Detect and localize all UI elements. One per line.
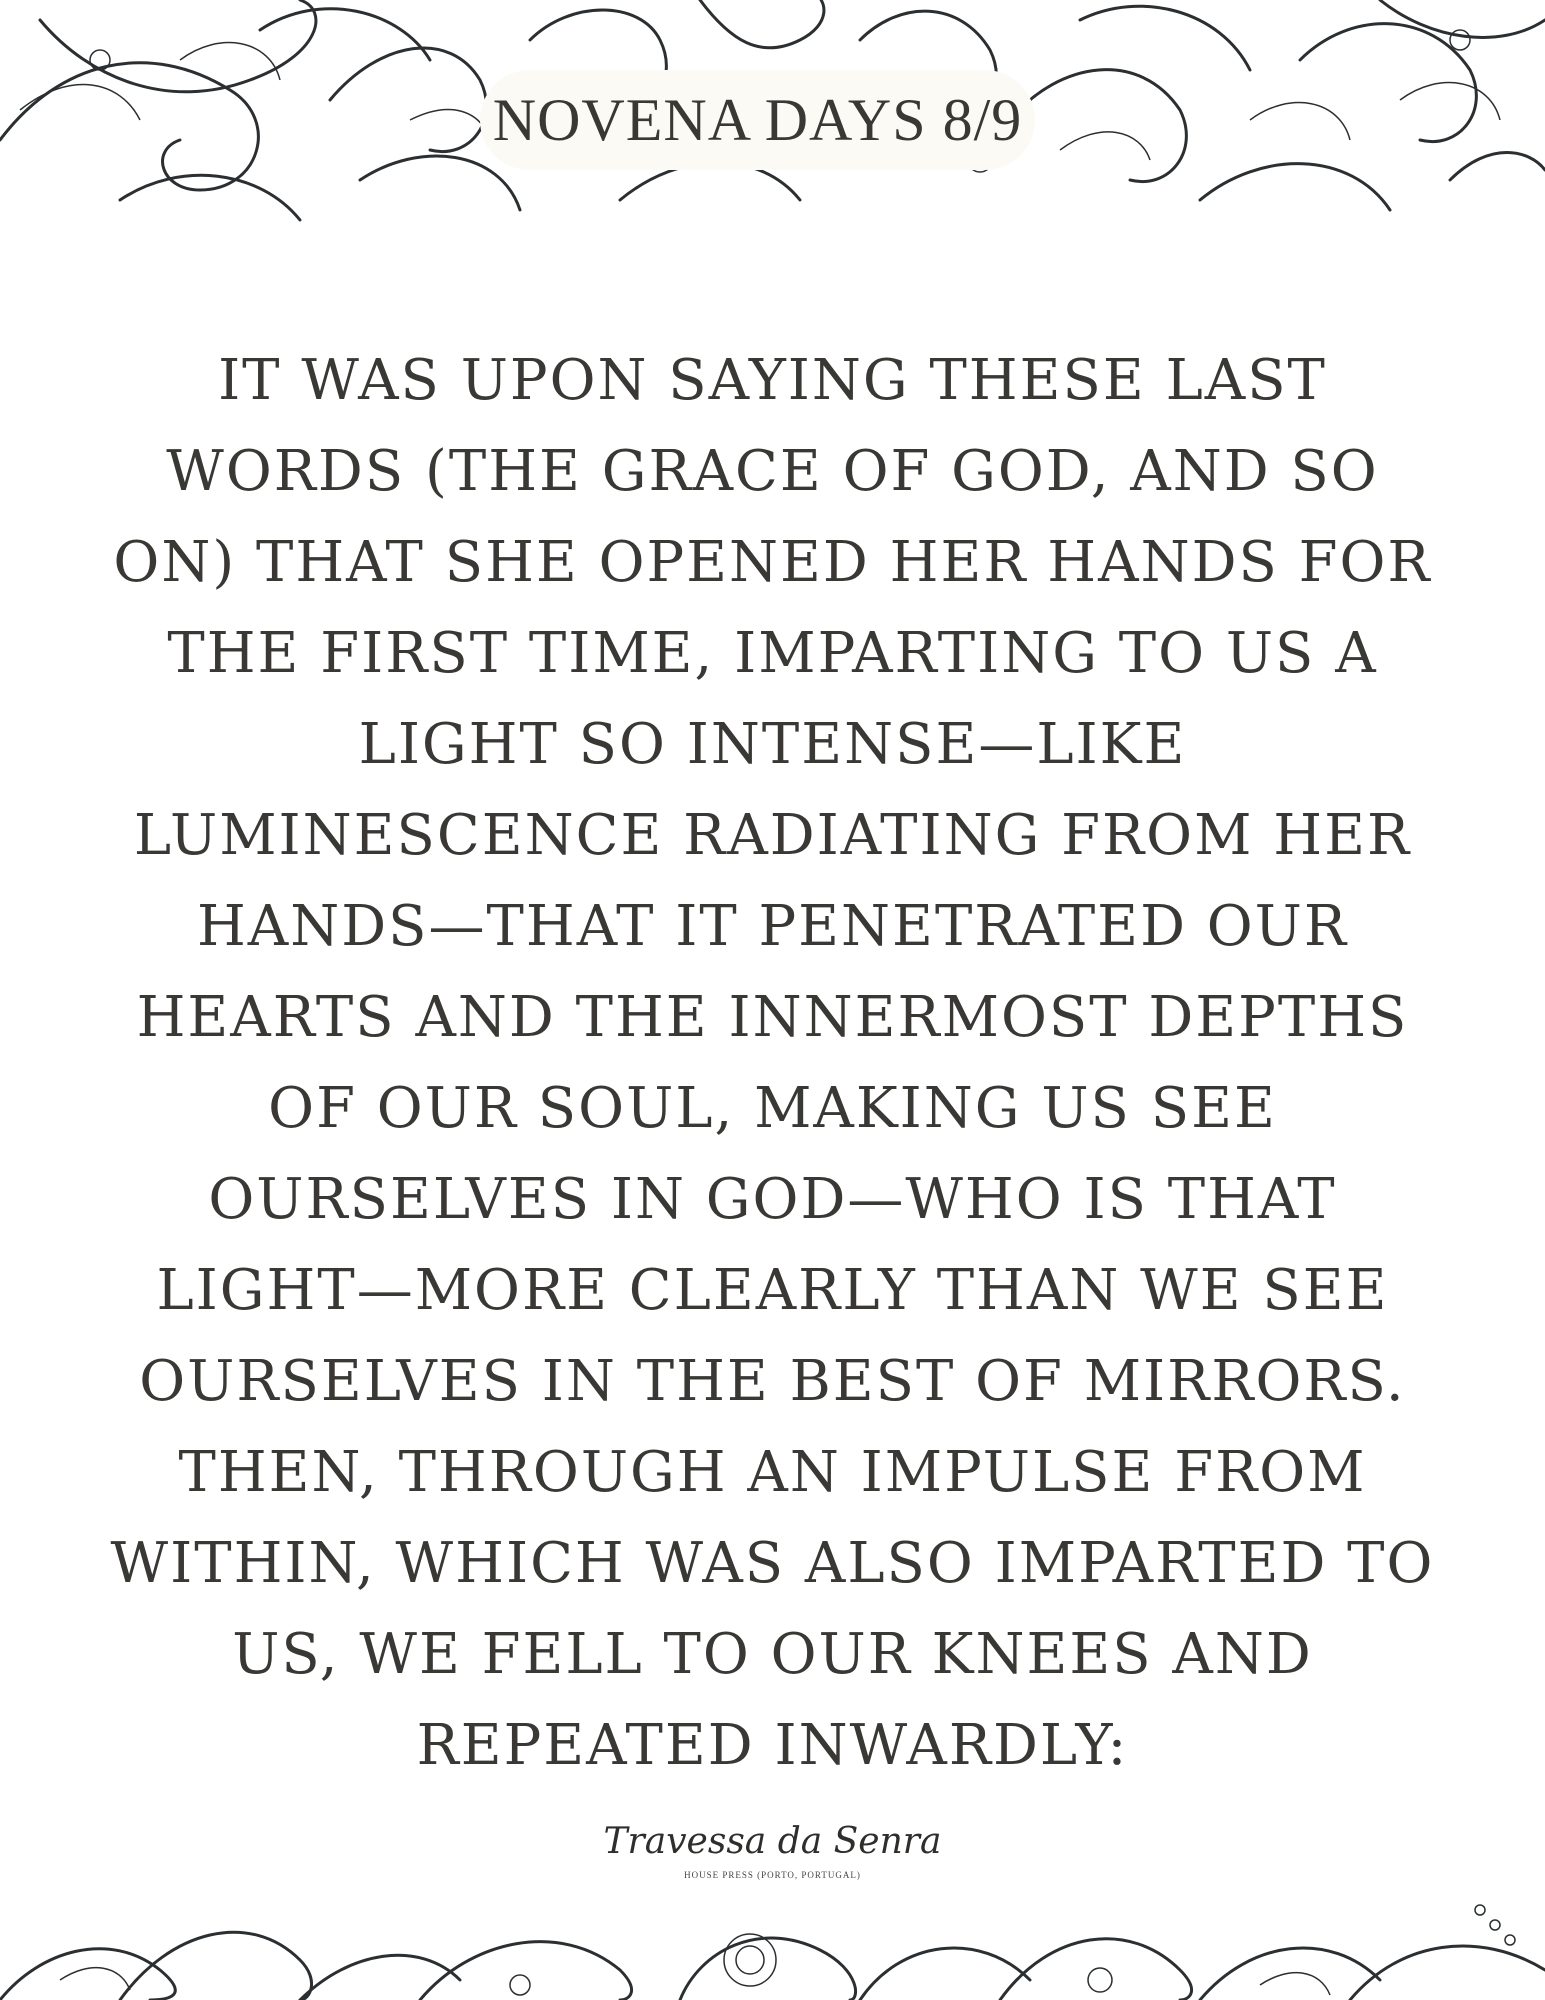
- novena-passage: IT WAS UPON SAYING THESE LAST WORDS (THE GRACE OF GOD, AND SO ON) THAT SHE OPENED HER HANDS FOR THE FIRST TIME, IMPARTING TO US A LIGHT SO INTENSE—LIKE LUMINESCENCE RADIATING FROM HER HANDS—THAT IT PENETRATED OUR HEARTS AND THE INNERMOST DEPTHS OF OUR SOUL, MAKING US SEE OURSELVES IN GOD—WHO IS THAT LIGHT—MORE CLEARLY THAN WE SEE OURSELVES IN THE BEST OF MIRRORS. THEN, THROUGH AN IMPULSE FROM WITHIN, WHICH WAS ALSO IMPARTED TO US, WE FELL TO OUR KNEES AND REPEATED INWARDLY:: [110, 348, 1435, 1778]
- publisher-name: Travessa da Senra: [603, 1821, 942, 1862]
- bottom-floral-ornament: [0, 1870, 1545, 2000]
- page-title: NOVENA DAYS 8/9: [480, 70, 1035, 170]
- publisher-subtitle: HOUSE PRESS (PORTO, PORTUGAL): [684, 1870, 861, 1880]
